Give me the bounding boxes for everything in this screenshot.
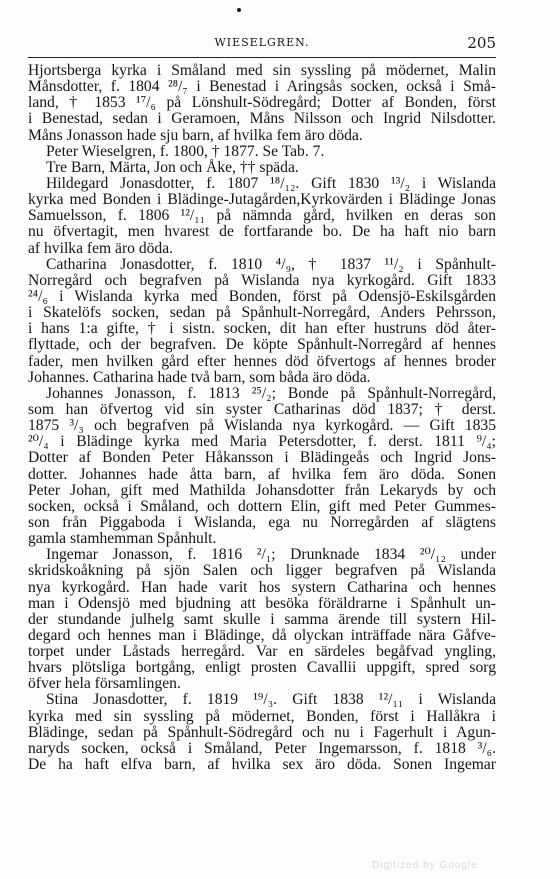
text-line: nya kyrkogård. Han hade varit hos systern Catharina och hennes [28,578,496,596]
text-line: ²⁰/₄ i Blädinge kyrka med Maria Petersdotter, f. derst. 1811 ⁹/₄; [28,433,496,451]
text-line: i Skatelöfs socken, sedan på Spånhult-Norregård, Anders Pehrsson, [28,304,496,322]
text-line: degard och hennes man i Blädinge, då olyckan inträffade nära Gåfve- [28,626,496,644]
text-line: Hjortsberga kyrka i Småland med sin syssling på mödernet, Malin [28,62,496,79]
text-line: fader, men hvilken gård efter hennes död öfvertogs af hennes broder [28,352,496,370]
text-line: Peter Johan, gift med Mathilda Johansdotter från Lekaryds by och [28,481,496,499]
page-header [28,34,496,52]
text-line: öfver hela församlingen. [28,675,181,693]
text-line: naryds socken, också i Småland, Peter Ingemarsson, f. 1818 ³/₆. [28,739,496,757]
text-line: land, † 1853 ¹⁷/₆ på Lönshult-Södregård; Dotter af Bonden, först [28,94,496,112]
text-line: der stundande julhelg samt skulle i samma ärende till systern Hil- [28,610,496,628]
text-line: i hans 1:a gifte, † i sistn. socken, dit han efter hustruns död åter- [28,320,496,338]
text-line: skridskoåkning på sjön Salen och ligger begrafven på Wislanda [28,562,496,580]
ink-dot [237,8,241,12]
text-line: man i Odensjö med bjudning att besöka föräldrarne i Spånhult un- [28,594,496,612]
text-line: torpet under Låstads herregård. Var en särdeles begåfvad yngling, [28,643,496,661]
running-title: WIESELGREN. [214,36,310,49]
text-line: ²⁴/₆ i Wislanda kyrka med Bonden, först på Odensjö-Eskilsgården [28,287,496,305]
text-line: kyrka med Bonden i Blädinge-Jutagården,Kyrkovärden i Blädinge Jonas [28,191,496,209]
text-line: De ha haft elfva barn, af hvilka sex äro döda. Sonen Ingemar [28,756,496,774]
text-line: nu öfvertagit, men hvarest de fortfarande bo. De ha haft nio barn [28,223,496,241]
text-line: dotter. Johannes hade åtta barn, af hvilka fem äro döda. Sonen [28,465,496,483]
body-text [28,63,496,773]
text-line: i Benestad, sedan i Geramoen, Måns Nilsson och Ingrid Nilsdotter. [28,110,496,128]
text-line: Hildegard Jonasdotter, f. 1807 ¹⁸/₁₂. Gift 1830 ¹³/₂ i Wislanda [46,174,496,192]
page-number: 205 [467,34,496,52]
text-line: Catharina Jonasdotter, f. 1810 ⁴/₉, † 1837 ¹¹/₂ i Spånhult- [46,255,496,273]
text-line: Samuelsson, f. 1806 ¹²/₁₁ på nämnda gård, hvilken en deras son [28,207,496,225]
text-line: socken, också i Småland, och dottern Elin, gift med Peter Gummes- [28,497,496,515]
text-line: flyttade, och der begrafven. De köpte Spånhult-Norregård af hennes [28,336,496,354]
text-line: Måns Jonasson hade sju barn, af hvilka fem äro döda. [28,126,363,144]
text-line: son från Piggaboda i Wislanda, ega nu Norregården af slägtens [28,513,496,531]
text-line: af hvilka fem äro döda. [28,239,174,257]
text-line: Norregård och begrafven på Wislanda nya kyrkogård. Gift 1833 [28,271,496,289]
text-line: Stina Jonasdotter, f. 1819 ¹⁹/₃. Gift 1838 ¹²/₁₁ i Wislanda [46,691,496,709]
text-line: Johannes Jonasson, f. 1813 ²⁵/₂; Bonde på Spånhult-Norregård, [46,384,496,402]
text-line: hvars plötsliga bortgång, enligt prosten Cavallii uppgift, spred sorg [28,659,496,677]
text-line: Tre Barn, Märta, Jon och Åke, †† späda. [46,158,299,176]
text-line: gamla stamhemman Spånhult. [28,530,217,548]
header-rule [28,57,496,58]
text-line: 1875 ³/₃ och begrafven på Wislanda nya kyrkogård. — Gift 1835 [28,417,496,435]
text-line: Johannes. Catharina hade två barn, som båda äro döda. [28,368,371,386]
text-line: Blädinge, sedan på Spånhult-Södregård och nu i Fagerhult i Agun- [28,723,496,741]
text-line: Dotter af Bonden Peter Håkansson i Blädingeås och Ingrid Jons- [28,449,496,467]
text-line: Ingemar Jonasson, f. 1816 ²/₁; Drunknade 1834 ²⁰/₁₂ under [46,546,496,564]
text-line: som han öfvertog vid sin syster Catharinas död 1837; † derst. [28,400,496,418]
text-line: kyrka med sin syssling på mödernet, Bonden, först i Hallåkra i [28,707,496,725]
faint-scan-watermark: Digitized by Google [372,860,478,871]
text-line: Månsdotter, f. 1804 ²⁸/₇ i Benestad i Aringsås socken, också i Små- [28,78,496,96]
text-line: Peter Wieselgren, f. 1800, † 1877. Se Tab. 7. [46,142,325,160]
